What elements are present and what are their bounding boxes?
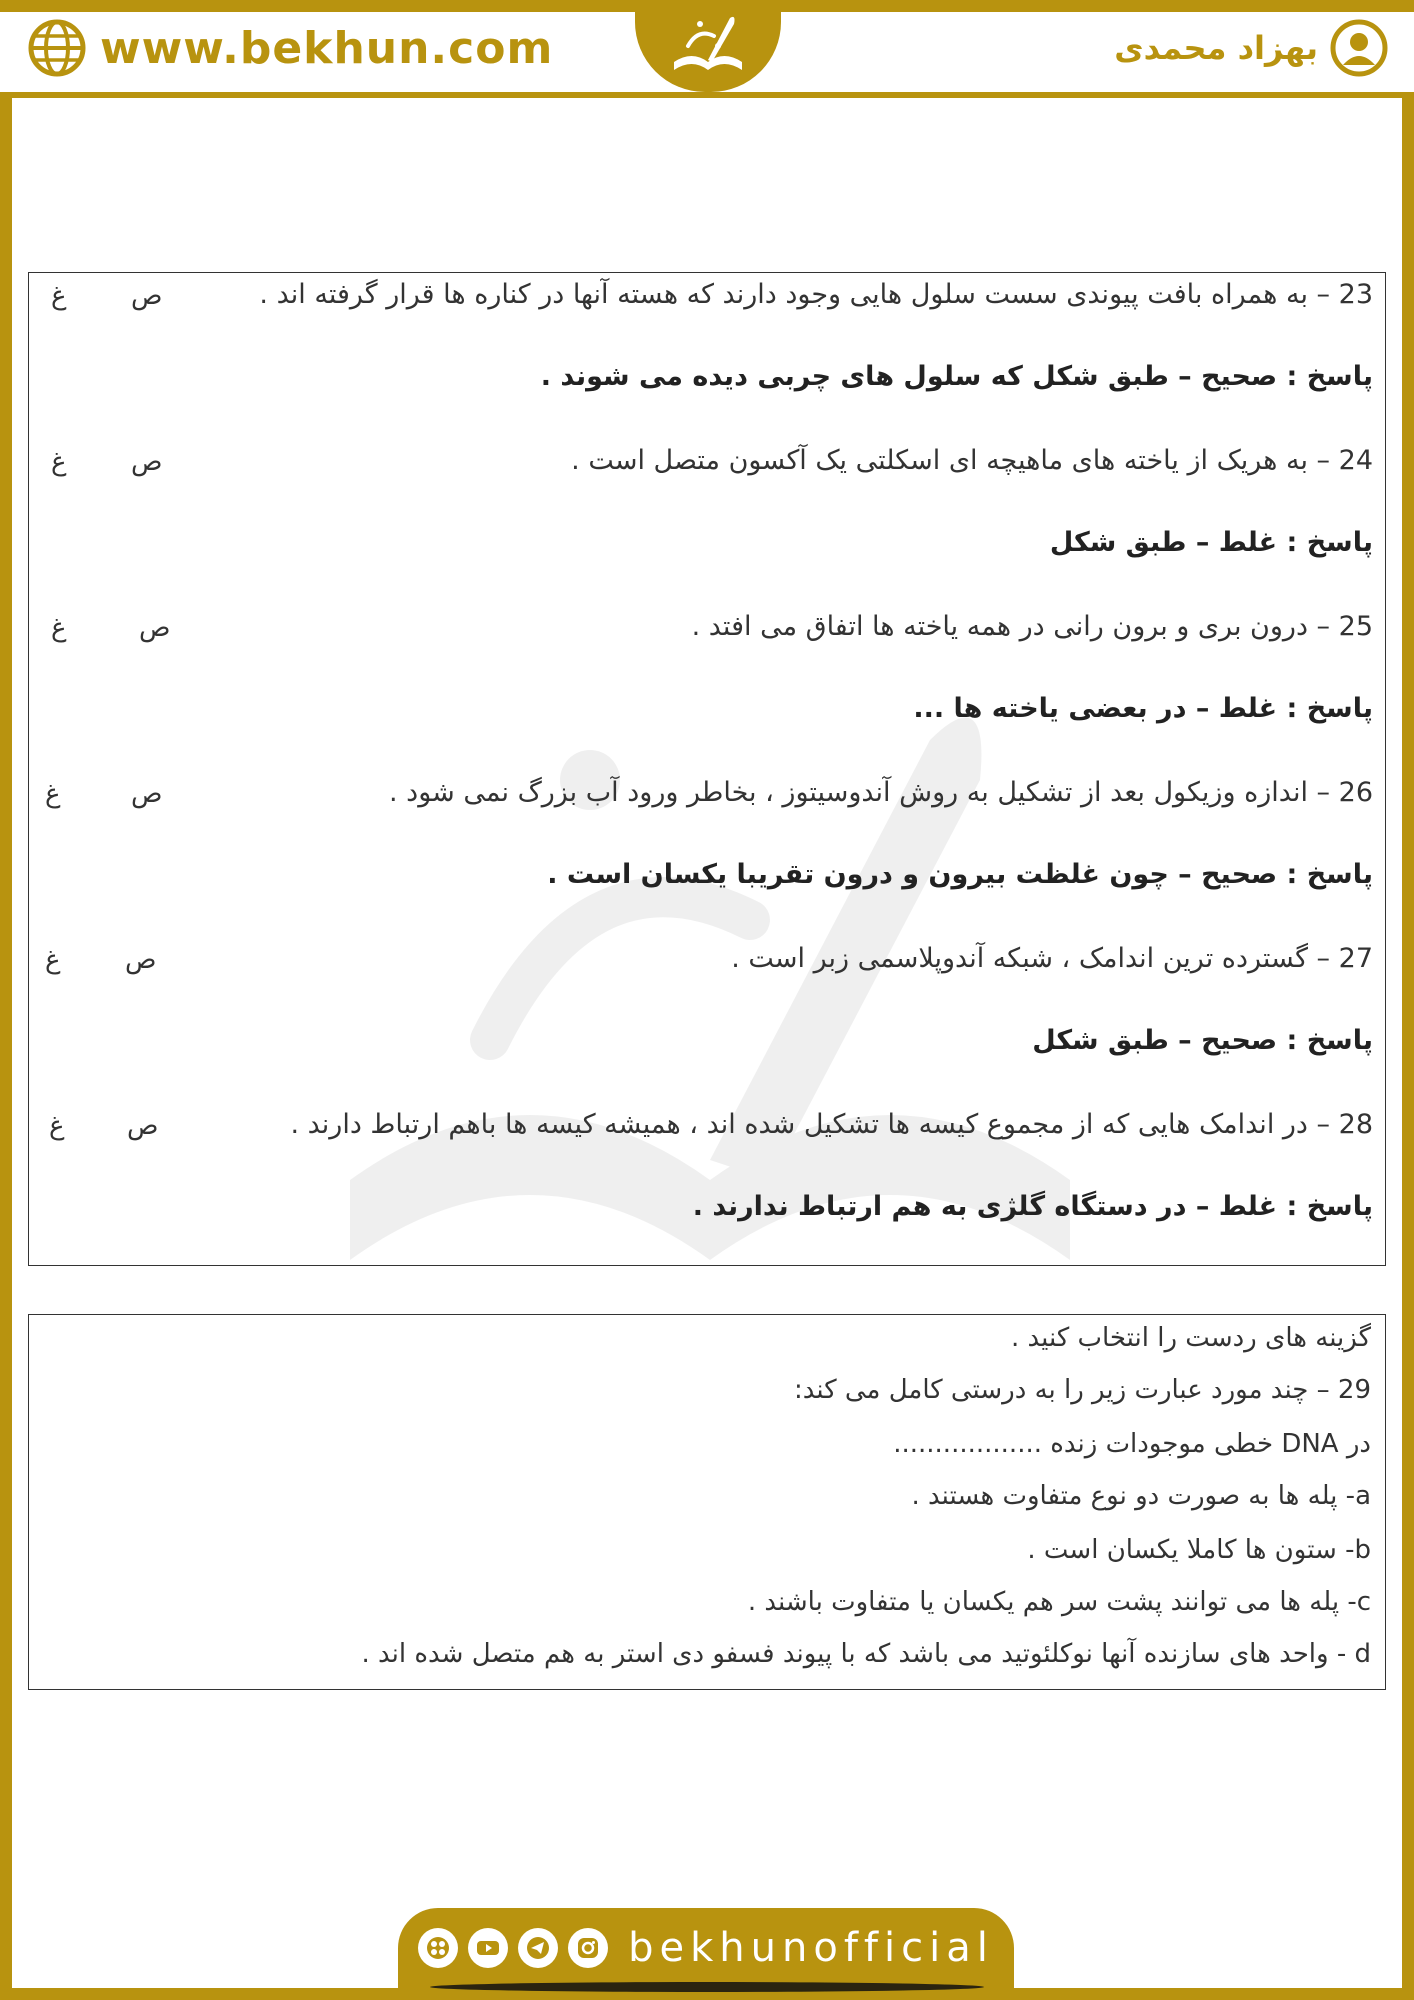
book-quill-logo-icon: [660, 6, 756, 86]
question-text: 27 – گسترده ترین اندامک ، شبکه آندوپلاسمی زبر است .: [731, 943, 1373, 974]
social-footer: [398, 1908, 1014, 1988]
question-text: 28 – در اندامک هایی که از مجموع کیسه ها تشکیل شده اند ، همیشه کیسه ها باهم ارتباط دارند .: [290, 1109, 1373, 1140]
option-true[interactable]: ص: [127, 1111, 159, 1141]
author-block: [1114, 18, 1388, 78]
instruction: گزینه های ردست را انتخاب کنید .: [1010, 1323, 1371, 1353]
option-false[interactable]: غ: [49, 1111, 65, 1141]
question-stem: در DNA خطی موجودات زنده ..................: [893, 1429, 1371, 1459]
option-false[interactable]: غ: [45, 945, 61, 975]
option-a[interactable]: a- پله ها به صورت دو نوع متفاوت هستند .: [911, 1481, 1371, 1511]
answer-text: پاسخ : غلط – در بعضی یاخته ها ...: [913, 693, 1373, 724]
question-row-25: [27, 607, 1385, 667]
option-true[interactable]: ص: [139, 613, 171, 643]
option-b[interactable]: b- ستون ها کاملا یکسان است .: [1027, 1535, 1371, 1565]
question-text: 25 – درون بری و برون رانی در همه یاخته ها اتفاق می افتد .: [691, 611, 1373, 642]
answer-row-28: [27, 1187, 1385, 1247]
option-d[interactable]: d - واحد های سازنده آنها نوکلئوتید می باشد که با پیوند فسفو دی استر به هم متصل شده اند .: [361, 1639, 1371, 1669]
social-handle[interactable]: bekhunofficial: [628, 1925, 994, 1971]
option-false[interactable]: غ: [45, 779, 61, 809]
answer-row-27: [27, 1021, 1385, 1081]
question-row-27: [27, 939, 1385, 999]
globe-icon: [28, 19, 86, 77]
question-29: 29 – چند مورد عبارت زیر را به درستی کامل می کند:: [793, 1375, 1371, 1405]
answer-text: پاسخ : صحیح – طبق شکل: [1032, 1025, 1373, 1056]
option-c[interactable]: c- پله ها می توانند پشت سر هم یکسان یا متفاوت باشند .: [747, 1587, 1371, 1617]
answer-row-23: [27, 357, 1385, 417]
answer-text: پاسخ : غلط – در دستگاه گلژی به هم ارتباط ندارند .: [692, 1191, 1373, 1222]
option-false[interactable]: غ: [51, 447, 67, 477]
true-false-section: [28, 272, 1386, 1266]
answer-row-26: [27, 855, 1385, 915]
aparat-icon[interactable]: [418, 1928, 458, 1968]
website-url[interactable]: www.bekhun.com: [100, 22, 554, 74]
website-block[interactable]: [28, 18, 553, 78]
question-text: 26 – اندازه وزیکول بعد از تشکیل به روش آندوسیتوز ، بخاطر ورود آب بزرگ نمی شود .: [389, 777, 1373, 808]
footer-shadow: [430, 1982, 984, 1992]
option-false[interactable]: غ: [51, 613, 67, 643]
option-true[interactable]: ص: [125, 945, 157, 975]
option-true[interactable]: ص: [131, 447, 163, 477]
question-row-23: [27, 275, 1385, 335]
youtube-icon[interactable]: [468, 1928, 508, 1968]
option-false[interactable]: غ: [51, 281, 67, 311]
answer-text: پاسخ : غلط – طبق شکل: [1049, 527, 1373, 558]
author-name: بهزاد محمدی: [1114, 29, 1318, 67]
answer-text: پاسخ : صحیح – طبق شکل که سلول های چربی دیده می شوند .: [540, 361, 1373, 392]
question-row-24: [27, 441, 1385, 501]
question-text: 24 – به هریک از یاخته های ماهیچه ای اسکلتی یک آکسون متصل است .: [571, 445, 1373, 476]
instagram-icon[interactable]: [568, 1928, 608, 1968]
answer-row-25: [27, 689, 1385, 749]
option-true[interactable]: ص: [131, 779, 163, 809]
question-row-28: [27, 1105, 1385, 1165]
answer-row-24: [27, 523, 1385, 583]
question-text: 23 – به همراه بافت پیوندی سست سلول هایی وجود دارند که هسته آنها در کناره ها قرار گرفته اند .: [259, 279, 1373, 310]
user-icon: [1330, 19, 1388, 77]
option-true[interactable]: ص: [131, 281, 163, 311]
telegram-icon[interactable]: [518, 1928, 558, 1968]
multiple-choice-section: [28, 1314, 1386, 1690]
answer-text: پاسخ : صحیح – چون غلظت بیرون و درون تقریبا یکسان است .: [547, 859, 1373, 890]
question-row-26: [27, 773, 1385, 833]
